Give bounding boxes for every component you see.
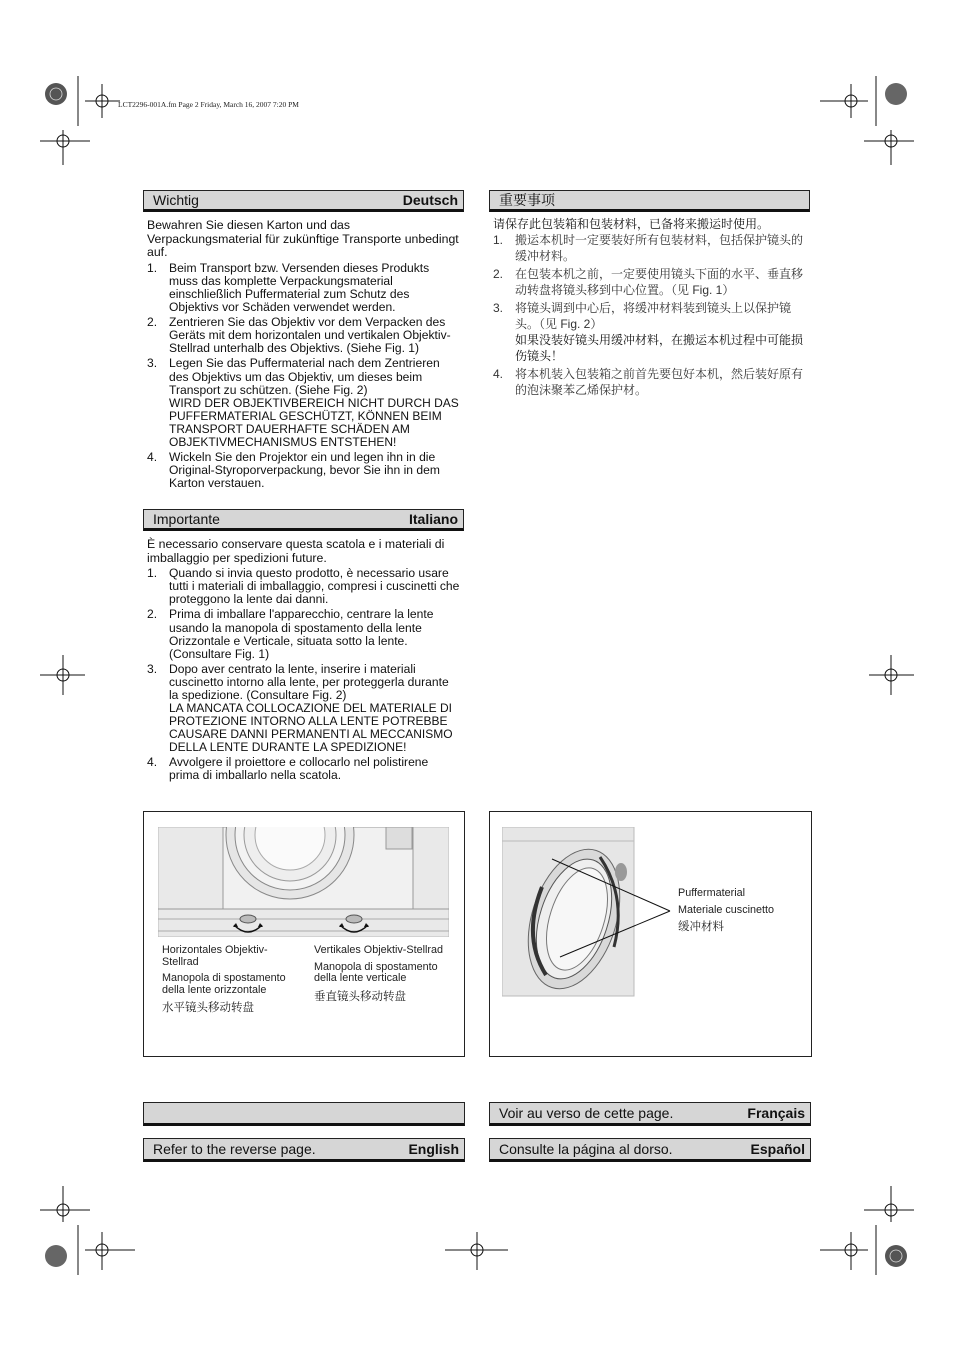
warning-text: 如果没装好镜头用缓冲材料，在搬运本机过程中可能损伤镜头！ bbox=[515, 333, 804, 363]
intro-text: È necessario conservare questa scatola e i materiali di imballaggio per spedizioni future. bbox=[147, 537, 445, 565]
reference-text: Refer to the reverse page. bbox=[153, 1141, 316, 1157]
step-item: 1. 搬运本机时一定要装好所有包装材料，包括保护镜头的缓冲材料。 bbox=[493, 233, 804, 263]
language-label: Italiano bbox=[408, 511, 458, 527]
section-body-italiano bbox=[147, 538, 460, 784]
horizontal-dial-label: Horizontales Objektiv-Stellrad Manopola di spostamento della lente orizzontale 水平镜头移动转盘 bbox=[162, 944, 286, 1014]
warning-text: WIRD DER OBJEKTIVBEREICH NICHT DURCH DAS PUFFERMATERIAL GESCHÜTZT, KÖNNEN BEIM TRANSPORT DAUERHAFTE SCHÄDEN AM OBJEKTIVMECHANISMUS ENTSTEHEN! bbox=[169, 395, 459, 449]
step-item: 2. 在包装本机之前，一定要使用镜头下面的水平、垂直移动转盘将镜头移到中心位置。（见 Fig. 1） bbox=[493, 267, 804, 297]
section-body-chinese bbox=[493, 216, 803, 400]
language-label: Deutsch bbox=[402, 192, 458, 208]
buffer-material-label: Puffermaterial Materiale cuscinetto 缓冲材料 bbox=[678, 887, 775, 933]
section-title: Wichtig bbox=[153, 192, 199, 208]
section-header-chinese bbox=[489, 190, 810, 212]
step-item: 3. Dopo aver centrato la lente, inserire i materiali cuscinetto intorno alla lente, per proteggerla durante la spedizione. (Consultare Fig. 2) LA MANCATA COLLOCAZIONE DEL MATERIALE DI PROTEZIONE INTORNO ALLA LENTE POTREBBE CAUSARE DANNI PERMANENTI AL MECCANISMO DELLA LENTE DURANTE LA SPEDIZIONE! bbox=[147, 663, 460, 754]
english-reference-bar bbox=[143, 1138, 465, 1162]
step-item: 4. 将本机装入包装箱之前首先要包好本机，然后装好原有的泡沫聚苯乙烯保护材。 bbox=[493, 367, 804, 397]
reference-text: Consulte la página al dorso. bbox=[499, 1141, 673, 1157]
section-title: Importante bbox=[153, 511, 220, 527]
file-info-header: LCT2296-001A.fm Page 2 Friday, March 16, 2007 7:20 PM bbox=[118, 100, 299, 109]
step-item: 1. Beim Transport bzw. Versenden dieses Produkts muss das komplette Verpackungsmaterial einschließlich Puffermaterial zum Schutz des Objektivs vor Schäden verwendet werden. bbox=[147, 260, 430, 315]
intro-text: 请保存此包装箱和包装材料，已备将来搬运时使用。 bbox=[493, 217, 770, 231]
language-label: English bbox=[408, 1141, 459, 1157]
spanish-reference-bar bbox=[489, 1138, 811, 1162]
language-label: Français bbox=[747, 1105, 805, 1121]
section-title: 重要事项 bbox=[499, 192, 555, 208]
section-body-deutsch bbox=[147, 219, 460, 492]
step-item: 3. Legen Sie das Puffermaterial nach dem Zentrieren des Objektivs um das Objektiv, um dieses beim Transport zu schützen. (Siehe Fig. 2) WIRD DER OBJEKTIVBEREICH NICHT DURCH DAS PUFFERMATERIAL GESCHÜTZT, KÖNNEN BEIM TRANSPORT DAUERHAFTE SCHÄDEN AM OBJEKTIVMECHANISMUS ENTSTEHEN! bbox=[147, 356, 459, 449]
section-header-italiano bbox=[143, 509, 464, 531]
step-item: 1. Quando si invia questo prodotto, è necessario usare tutti i materiali di imballaggio, compresi i cuscinetti che proteggono la lente dai danni. bbox=[147, 566, 460, 607]
reference-text: Voir au verso de cette page. bbox=[499, 1105, 674, 1121]
step-item: 2. Zentrieren Sie das Objektiv vor dem Verpacken des Geräts mit dem horizontalen und vertikalen Objektiv-Stellrad unterhalb des Objektivs. (Siehe Fig. 1) bbox=[147, 315, 451, 356]
figure-2-buffer-material bbox=[489, 811, 812, 1057]
intro-text: Bewahren Sie diesen Karton und das Verpackungsmaterial für zukünftige Transporte unbedingt auf. bbox=[147, 218, 459, 260]
step-item: 2. Prima di imballare l'apparecchio, centrare la lente usando la manopola di spostamento della lente Orizzontale e Verticale, situata sotto la lente. (Consultare Fig. 1) bbox=[147, 607, 434, 661]
step-item: 3. 将镜头调到中心后，将缓冲材料装到镜头上以保护镜头。（见 Fig. 2） 如果没装好镜头用缓冲材料，在搬运本机过程中可能损伤镜头！ bbox=[493, 301, 804, 363]
vertical-dial-label: Vertikales Objektiv-Stellrad Manopola di spostamento della lente verticale 垂直镜头移动转盘 bbox=[314, 944, 444, 1003]
french-reference-bar bbox=[489, 1102, 811, 1126]
blank-header-bar bbox=[143, 1102, 465, 1126]
language-label: Español bbox=[750, 1141, 805, 1157]
warning-text: LA MANCATA COLLOCAZIONE DEL MATERIALE DI PROTEZIONE INTORNO ALLA LENTE POTREBBE CAUSARE DANNI PERMANENTI AL MECCANISMO DELLA LENTE DURANTE LA SPEDIZIONE! bbox=[169, 701, 453, 755]
projector-front-illustration bbox=[158, 827, 449, 937]
step-item: 4. Wickeln Sie den Projektor ein und legen ihn in die Original-Styroporverpackung, bevor Sie ihn in dem Karton verstauen. bbox=[147, 449, 440, 490]
section-header-deutsch bbox=[143, 190, 464, 212]
step-item: 4. Avvolgere il proiettore e collocarlo nel polistirene prima di imballarlo nella scatola. bbox=[147, 755, 429, 783]
figure-1-lens-dials bbox=[143, 811, 465, 1057]
